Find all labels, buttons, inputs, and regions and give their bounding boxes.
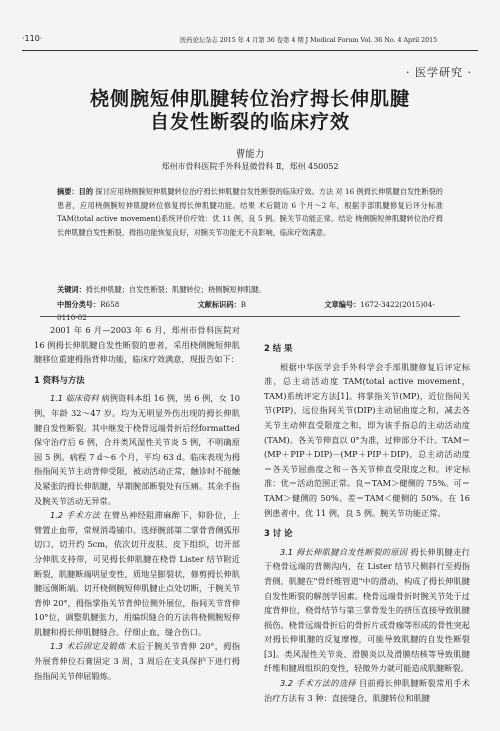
paragraph-3-1 bbox=[264, 545, 470, 676]
article-number-value: 1672-3422(2015)04-0110-02 bbox=[57, 300, 435, 322]
header-rule bbox=[22, 50, 478, 51]
paragraph-1-3 bbox=[34, 639, 240, 683]
page-number: ·110· bbox=[22, 34, 43, 43]
subheading-1-1: 1.1 临床资料 bbox=[50, 393, 99, 404]
text-1-2: 在臂丛神经阻滞麻醉下，仰卧位，上臂置止血带，常规消毒铺巾。选择腕部第二掌骨背侧弧形切口，切开约 5cm，依次切开皮肤、皮下组织，切开部分伸肌支持带，可见拇长伸肌腱在桡骨 Lister 结节附近断裂，肌腱断端明显变性，质地呈膨裂状，修剪拇长伸肌腱远侧断端。切开桡侧腕短伸肌腱止点处切断，于腕关节背伸 20°，拇指掌指关节背伸位侧外展位，指间关节背伸 10°位，调整肌腱张力，用编织缝合的方法将桡侧腕短伸肌腱和拇长伸肌腱缝合。仔细止血，缝合伤口。 bbox=[34, 510, 240, 637]
subheading-1-2: 1.2 手术方法 bbox=[50, 510, 101, 521]
text-3-2: 目前拇长伸肌腱断裂常用手术治疗方法有 3 种：直接缝合，肌腱转位和肌腱 bbox=[264, 678, 470, 703]
article-title bbox=[0, 88, 500, 134]
subheading-3-2: 3.2 手术方法的选择 bbox=[280, 678, 356, 689]
heading-discussion: 3 讨 论 bbox=[264, 528, 293, 539]
affiliation: 郑州市骨科医院手外科显微骨科 Ⅱ，郑州 450052 bbox=[161, 162, 339, 171]
keywords-text: 拇长伸肌腱；自发性断裂；肌腱转位；桡侧腕短伸肌腱。 bbox=[85, 285, 266, 294]
text-1-1: 病例资料本组 16 例，男 6 例，女 10 例，年龄 32～47 岁。均为无明显外伤出现的拇长伸肌腱自发性断裂。其中继发于桡骨远端骨折后经formatted保守治疗后 6 例，合并类风湿性关节炎 5 例，不明确原因 5 例。病程 7 d～6 个月，平均 63 d。临床表现为拇指指间关节主动背伸受限，被动活动正常，触诊时不能触及紧张的拇长伸肌腱，早期腕部断裂处有压痛。其余手指及腕关节活动无异常。 bbox=[34, 393, 241, 506]
left-column bbox=[34, 323, 240, 683]
abstract-text: 探讨应用桡侧腕短伸肌腱转位治疗拇长伸肌腱自发性断裂的临床疗效。方法 对 16 例拇长伸肌腱自发性断裂的患者，应用桡侧腕短伸肌腱转位修复拇长伸肌腱功能。结果 术后随访 6 个月～2 年，根据手部肌腱修复后评分标准 TAM(total active movement)系统评价疗效：优 11 例，良 5 例。腕关节功能正常。结论 桡侧腕短伸肌腱转位治疗拇长伸肌腱自发性断裂，拇指功能恢复良好，对腕关节功能无不良影响，临床疗效满意。 bbox=[57, 187, 443, 237]
section-label: · 医学研究 · bbox=[406, 66, 472, 79]
subheading-3-1: 3.1 拇长伸肌腱自发性断裂的原因 bbox=[280, 546, 408, 557]
doc-code-label: 文献标识码： bbox=[197, 300, 241, 309]
classification-line bbox=[57, 298, 443, 324]
results-paragraph: 根据中华医学会手外科学会手部肌腱修复后评定标准，总主动活动度 TAM(total active movement，TAM)系统评定方法[1]。将掌指关节(MP)，近位指间关节(PIP)，远位指间关节(DIP)主动屈曲度之和，减去各关节主动伸直受限度之和，即为该手指总的主动活动度(TAM)。各关节伸直以 0°为准，过伸部分不计。TAM＝(MP＋PIP＋DIP)－(MP＋PIP＋DIP)，总主动活动度＝各关节屈曲度之和－各关节伸直受限度之和。评定标准：优＝活动范围正常。良＝TAM＞健侧的 75%。可＝TAM＞健侧的 50%。差＝TAM＜健侧的 50%。在 16 例患者中，优 11 例，良 5 例。腕关节功能正常。 bbox=[264, 361, 470, 518]
heading-materials-methods: 1 资料与方法 bbox=[34, 374, 85, 385]
doc-code-value: B bbox=[240, 300, 247, 309]
journal-citation: 医药论坛杂志 2015 年 4 月第 36 卷第 4 期 J Medical Forum Vol. 36 No. 4 April 2015 bbox=[180, 37, 438, 44]
title-line-1: 桡侧腕短伸肌腱转位治疗拇长伸肌腱 bbox=[89, 88, 410, 110]
abstract bbox=[57, 185, 443, 239]
paragraph-1-1 bbox=[34, 391, 240, 508]
text-3-1: 拇长伸肌腱走行于桡骨远端的背侧沟内，在 Lister 结节尺侧斜行至拇指背侧，肌腱在"骨纤维管道"中的滑动，构成了拇长伸肌腱自发性断裂的解剖学因素。桡骨远端骨折时腕关节处于过度背伸位，桡骨结节与第三掌骨发生的挤压直接导致肌腱损伤。桡骨远端骨折后的骨折片或骨痂等形成的骨性突起对拇长伸肌腱的反复摩擦，可能导致肌腱的自发性断裂[3]。类风湿性关节炎、滑膜炎以及滑膜结核等导致肌腱纤维和腱周组织的变性，轻微外力就可能造成肌腱断裂。 bbox=[264, 546, 470, 674]
subheading-1-3: 1.3 术后固定及锻炼 bbox=[50, 641, 126, 652]
clc-label: 中图分类号： bbox=[57, 300, 101, 309]
right-column bbox=[264, 323, 470, 705]
title-line-2: 自发性断裂的临床疗效 bbox=[149, 111, 350, 133]
keywords bbox=[57, 283, 443, 296]
article-number-label: 文章编号： bbox=[324, 300, 361, 309]
heading-results: 2 结 果 bbox=[264, 343, 293, 353]
author-name: 曹能力 bbox=[235, 149, 265, 160]
clc-value: R658 bbox=[100, 300, 120, 309]
abstract-label: 摘要：目的 bbox=[57, 187, 94, 196]
running-header bbox=[22, 34, 478, 48]
paragraph-1-2 bbox=[34, 508, 240, 639]
paragraph-3-2 bbox=[264, 676, 470, 705]
intro-paragraph: 2001 年 6 月—2003 年 6 月，郑州市骨科医院对 16 例拇长伸肌腱自发性断裂的患者，采用桡侧腕短伸肌腱移位重建拇指背伸功能，临床疗效满意，现报告如下： bbox=[34, 325, 240, 365]
abstract-rule bbox=[40, 316, 460, 317]
text-1-3: 术后于腕关节背伸 20°，拇指外展背伸位石膏固定 3 周，3 周后在支具保护下进行拇指指间关节伸屈锻炼。 bbox=[34, 641, 241, 681]
keywords-label: 关键词： bbox=[57, 285, 86, 294]
